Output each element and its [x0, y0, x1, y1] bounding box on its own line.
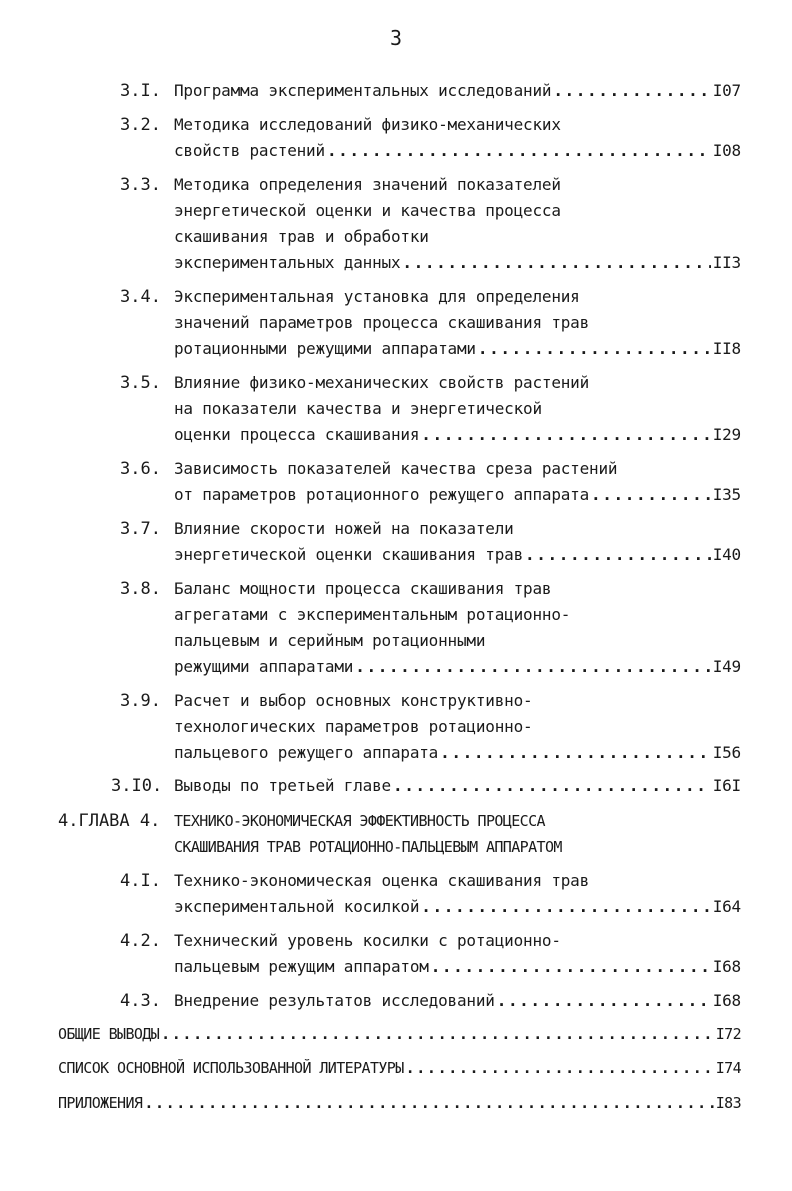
toc-entry-title: значений параметров процесса скашивания трав: [174, 313, 590, 332]
toc-entry-title: энергетической оценки и качества процесса: [174, 201, 561, 220]
toc-entry-title-line: [174, 422, 741, 448]
toc-entry-title: от параметров ротационного режущего аппарата: [174, 485, 590, 504]
toc-page-number: II8: [712, 339, 741, 358]
toc-entry-title-line: [174, 654, 741, 680]
toc-entry-title-line: [174, 988, 741, 1014]
toc-page-number: I40: [712, 545, 741, 564]
toc-entry-title-line: [174, 482, 741, 508]
toc-entry-title: энергетической оценки скашивания трав: [174, 545, 524, 564]
toc-entry-title-line: [174, 894, 741, 920]
toc-entry-title: на показатели качества и энергетической: [174, 399, 542, 418]
toc-entry-title: Влияние физико-механических свойств растений: [174, 373, 590, 392]
toc-entry-title-line: [174, 78, 741, 104]
toc-entry-title: Методика определения значений показателей: [174, 175, 561, 194]
toc-entry-title-line: [174, 954, 741, 980]
toc-entry-title-line: [174, 336, 741, 362]
toc-entry-title: оценки процесса скашивания: [174, 425, 420, 444]
toc-entry-title: Программа экспериментальных исследований: [174, 81, 552, 100]
dot-leader: [402, 250, 710, 276]
toc-page-number: I68: [712, 991, 741, 1010]
toc-entry-title: скашивания трав и обработки: [174, 227, 429, 246]
toc-entry-title: Расчет и выбор основных конструктивно-: [174, 691, 533, 710]
toc-page-number: I07: [712, 81, 741, 100]
dot-leader: [421, 422, 710, 448]
toc-entry-title: Внедрение результатов исследований: [174, 991, 495, 1010]
toc-entry-title: Технический уровень косилки с ротационно-: [174, 931, 561, 950]
toc-entry-number: 4.I.: [120, 871, 161, 891]
toc-entry-title: Выводы по третьей главе: [174, 776, 391, 795]
toc-entry-title: СПИСОК ОСНОВНОЙ ИСПОЛЬЗОВАННОЙ ЛИТЕРАТУРЫ: [58, 1059, 404, 1077]
toc-entry-title: пальцевым и серийным ротационными: [174, 631, 486, 650]
toc-entry-title: экспериментальных данных: [174, 253, 401, 272]
toc-entry-number: 3.5.: [120, 373, 161, 393]
toc-page-number: I29: [712, 425, 741, 444]
toc-entry-title: свойств растений: [174, 141, 325, 160]
dot-leader: [327, 138, 711, 164]
toc-page-number: I83: [715, 1094, 741, 1112]
toc-entry-number: 3.9.: [120, 691, 161, 711]
toc-entry-title: ротационными режущими аппаратами: [174, 339, 476, 358]
toc-entry-title: пальцевым режущим аппаратом: [174, 957, 429, 976]
toc-page-number: I6I: [712, 776, 741, 795]
dot-leader: [591, 482, 711, 508]
toc-entry-title: Технико-экономическая оценка скашивания трав: [174, 871, 590, 890]
page-number: 3: [389, 26, 403, 50]
toc-entry-title: пальцевого режущего аппарата: [174, 743, 439, 762]
toc-entry-title-line: [58, 1021, 741, 1047]
dot-leader: [144, 1090, 713, 1116]
toc-entry-number: 3.3.: [120, 175, 161, 195]
toc-entry-number: 3.6.: [120, 459, 161, 479]
toc-entry-title-line: [174, 773, 741, 799]
toc-entry-title: Зависимость показателей качества среза растений: [174, 459, 618, 478]
dot-leader: [421, 894, 710, 920]
toc-entry-number: 3.8.: [120, 579, 161, 599]
toc-entry-title: Влияние скорости ножей на показатели: [174, 519, 514, 538]
toc-page-number: I35: [712, 485, 741, 504]
toc-entry-title: СКАШИВАНИЯ ТРАВ РОТАЦИОННО-ПАЛЬЦЕВЫМ АППАРАТОМ: [174, 838, 562, 856]
toc-entry-title-line: [174, 542, 741, 568]
dot-leader: [406, 1055, 714, 1081]
toc-entry-title: технологических параметров ротационно-: [174, 717, 533, 736]
toc-entry-title-line: [58, 1055, 741, 1081]
dot-leader: [440, 740, 711, 766]
toc-entry-title: ТЕХНИКО-ЭКОНОМИЧЕСКАЯ ЭФФЕКТИВНОСТЬ ПРОЦЕССА: [174, 812, 545, 830]
toc-entry-title: экспериментальной косилкой: [174, 897, 420, 916]
dot-leader: [431, 954, 711, 980]
toc-entry-title: режущими аппаратами: [174, 657, 354, 676]
toc-page-number: I64: [712, 897, 741, 916]
toc-entry-title-line: [174, 740, 741, 766]
toc-entry-title: Экспериментальная установка для определения: [174, 287, 580, 306]
dot-leader: [355, 654, 710, 680]
toc-entry-number: 4.3.: [120, 991, 161, 1011]
toc-entry-number: 3.2.: [120, 115, 161, 135]
toc-entry-number: 4.2.: [120, 931, 161, 951]
dot-leader: [478, 336, 711, 362]
toc-page-number: I72: [715, 1025, 741, 1043]
toc-page-number: I08: [712, 141, 741, 160]
toc-entry-number: 3.7.: [120, 519, 161, 539]
toc-entry-number: 3.4.: [120, 287, 161, 307]
dot-leader: [161, 1021, 714, 1047]
toc-page-number: I56: [712, 743, 741, 762]
toc-entry-title: агрегатами с экспериментальным ротационно-: [174, 605, 571, 624]
toc-entry-number: 4.ГЛАВА 4.: [58, 811, 161, 831]
toc-entry-title: ПРИЛОЖЕНИЯ: [58, 1094, 143, 1112]
toc-entry-title-line: [58, 1090, 741, 1116]
toc-entry-title: ОБЩИЕ ВЫВОДЫ: [58, 1025, 160, 1043]
toc-entry-title: Баланс мощности процесса скашивания трав: [174, 579, 552, 598]
toc-entry-number: 3.I.: [120, 81, 161, 101]
dot-leader: [525, 542, 711, 568]
toc-page-number: I49: [712, 657, 741, 676]
toc-entry-title: Методика исследований физико-механических: [174, 115, 561, 134]
toc-entry-number: 3.I0.: [111, 776, 163, 796]
dot-leader: [497, 988, 711, 1014]
toc-page-number: II3: [712, 253, 741, 272]
toc-page-number: I68: [712, 957, 741, 976]
toc-entry-title-line: [174, 138, 741, 164]
dot-leader: [553, 78, 710, 104]
toc-entry-title-line: [174, 250, 741, 276]
toc-page-number: I74: [715, 1059, 741, 1077]
dot-leader: [393, 773, 711, 799]
